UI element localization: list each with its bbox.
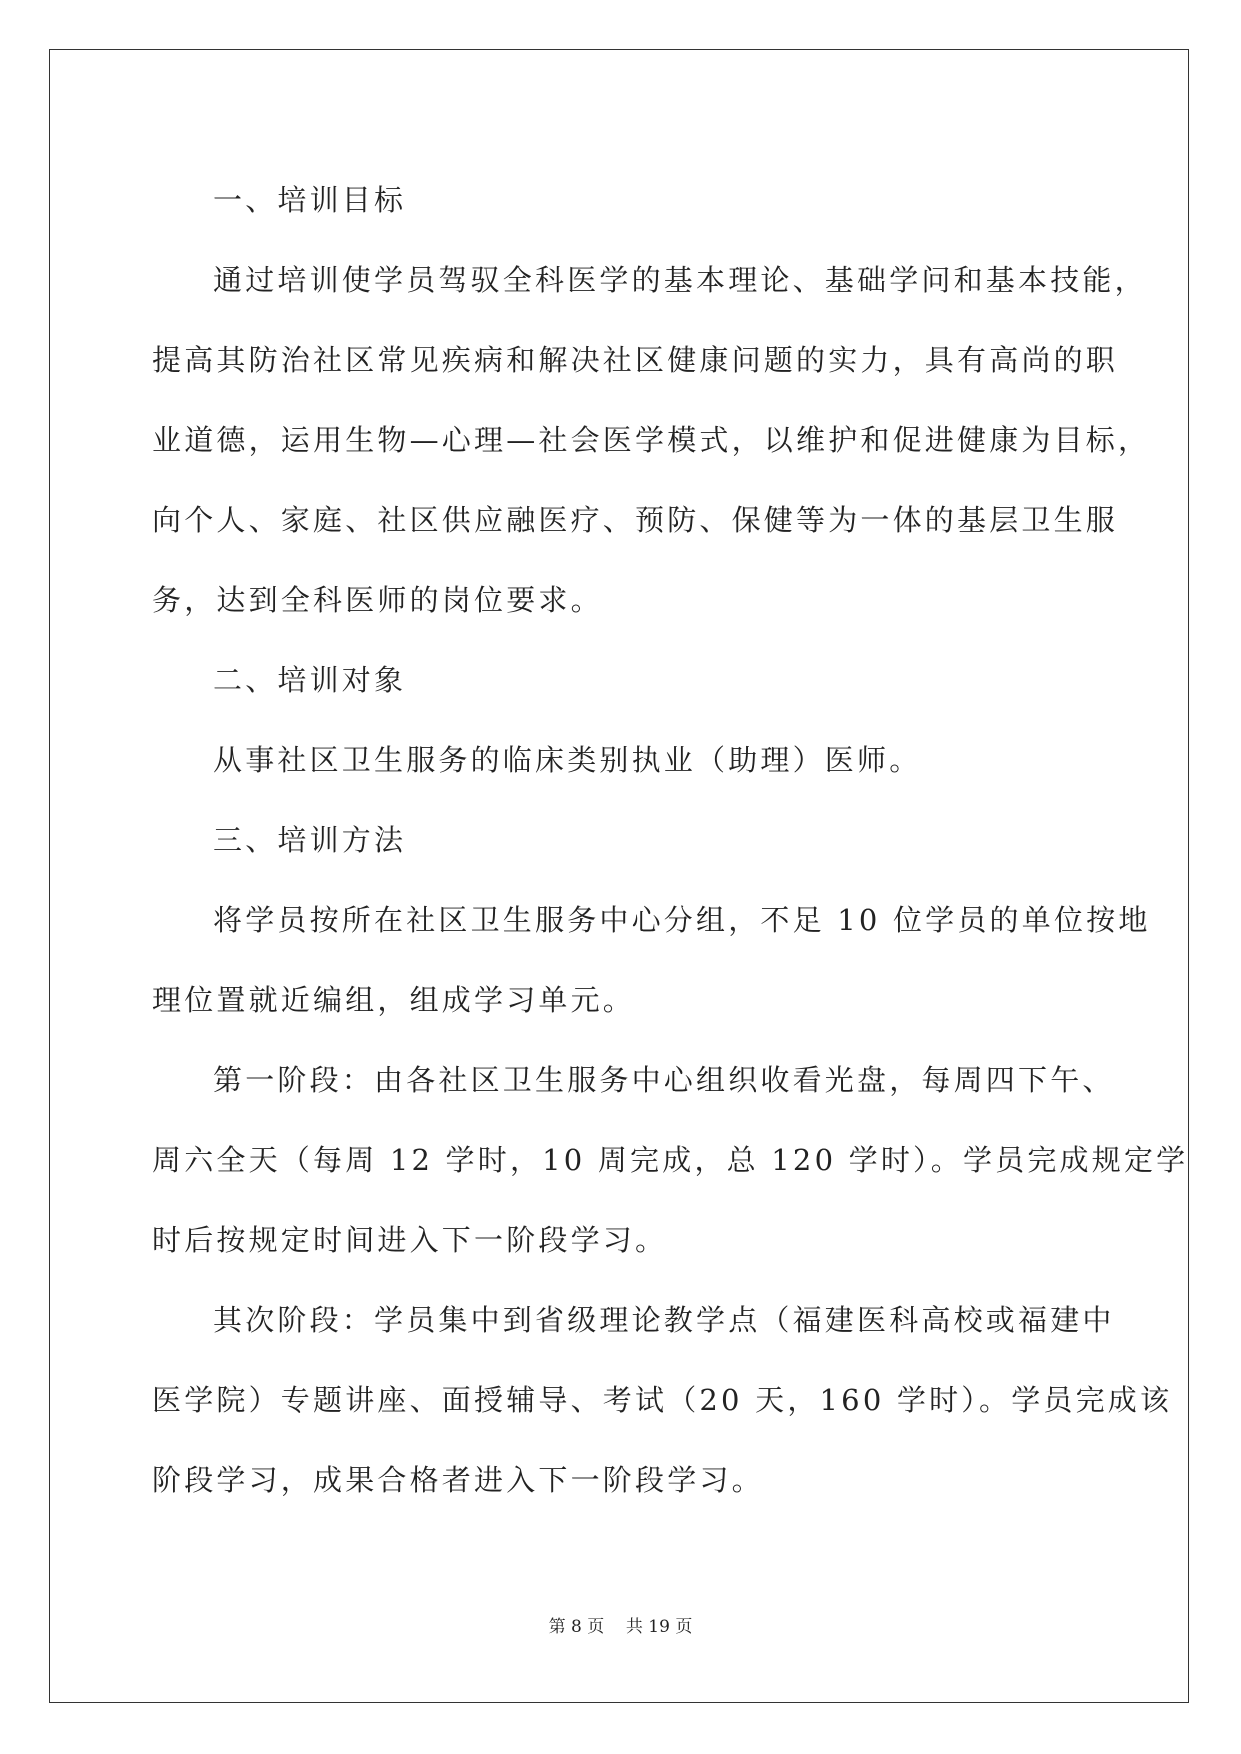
paragraph-line: 务，达到全科医师的岗位要求。 — [152, 583, 603, 617]
page-number: 第 8 页 — [548, 1617, 605, 1637]
paragraph-line: 通过培训使学员驾驭全科医学的基本理论、基础学问和基本技能， — [213, 263, 1147, 297]
paragraph-line: 阶段学习，成果合格者进入下一阶段学习。 — [152, 1463, 764, 1497]
paragraph-line: 向个人、家庭、社区供应融医疗、预防、保健等为一体的基层卫生服 — [152, 503, 1119, 537]
footer-spacer — [604, 1617, 626, 1637]
paragraph-line: 理位置就近编组，组成学习单元。 — [152, 983, 636, 1017]
paragraph-line: 从事社区卫生服务的临床类别执业（助理）医师。 — [213, 743, 922, 777]
paragraph-line: 时后按规定时间进入下一阶段学习。 — [152, 1223, 668, 1257]
paragraph-line: 医学院）专题讲座、面授辅导、考试（20 天，160 学时）。学员完成该 — [152, 1383, 1173, 1417]
paragraph-line: 将学员按所在社区卫生服务中心分组，不足 10 位学员的单位按地 — [213, 903, 1151, 937]
page-footer — [0, 1612, 1241, 1637]
paragraph-line: 业道德，运用生物—心理—社会医学模式，以维护和促进健康为目标， — [152, 423, 1151, 457]
section-heading-training-methods: 三、培训方法 — [213, 823, 407, 857]
page-total: 共 19 页 — [625, 1617, 693, 1637]
section-heading-training-targets: 二、培训对象 — [213, 663, 407, 697]
paragraph-line: 第一阶段：由各社区卫生服务中心组织收看光盘，每周四下午、 — [213, 1063, 1115, 1097]
paragraph-line: 其次阶段：学员集中到省级理论教学点（福建医科高校或福建中 — [213, 1303, 1115, 1337]
section-heading-training-goals: 一、培训目标 — [213, 183, 407, 217]
paragraph-line: 周六全天（每周 12 学时，10 周完成，总 120 学时）。学员完成规定学 — [152, 1143, 1189, 1177]
document-body — [152, 160, 1189, 1520]
paragraph-line: 提高其防治社区常见疾病和解决社区健康问题的实力，具有高尚的职 — [152, 343, 1119, 377]
